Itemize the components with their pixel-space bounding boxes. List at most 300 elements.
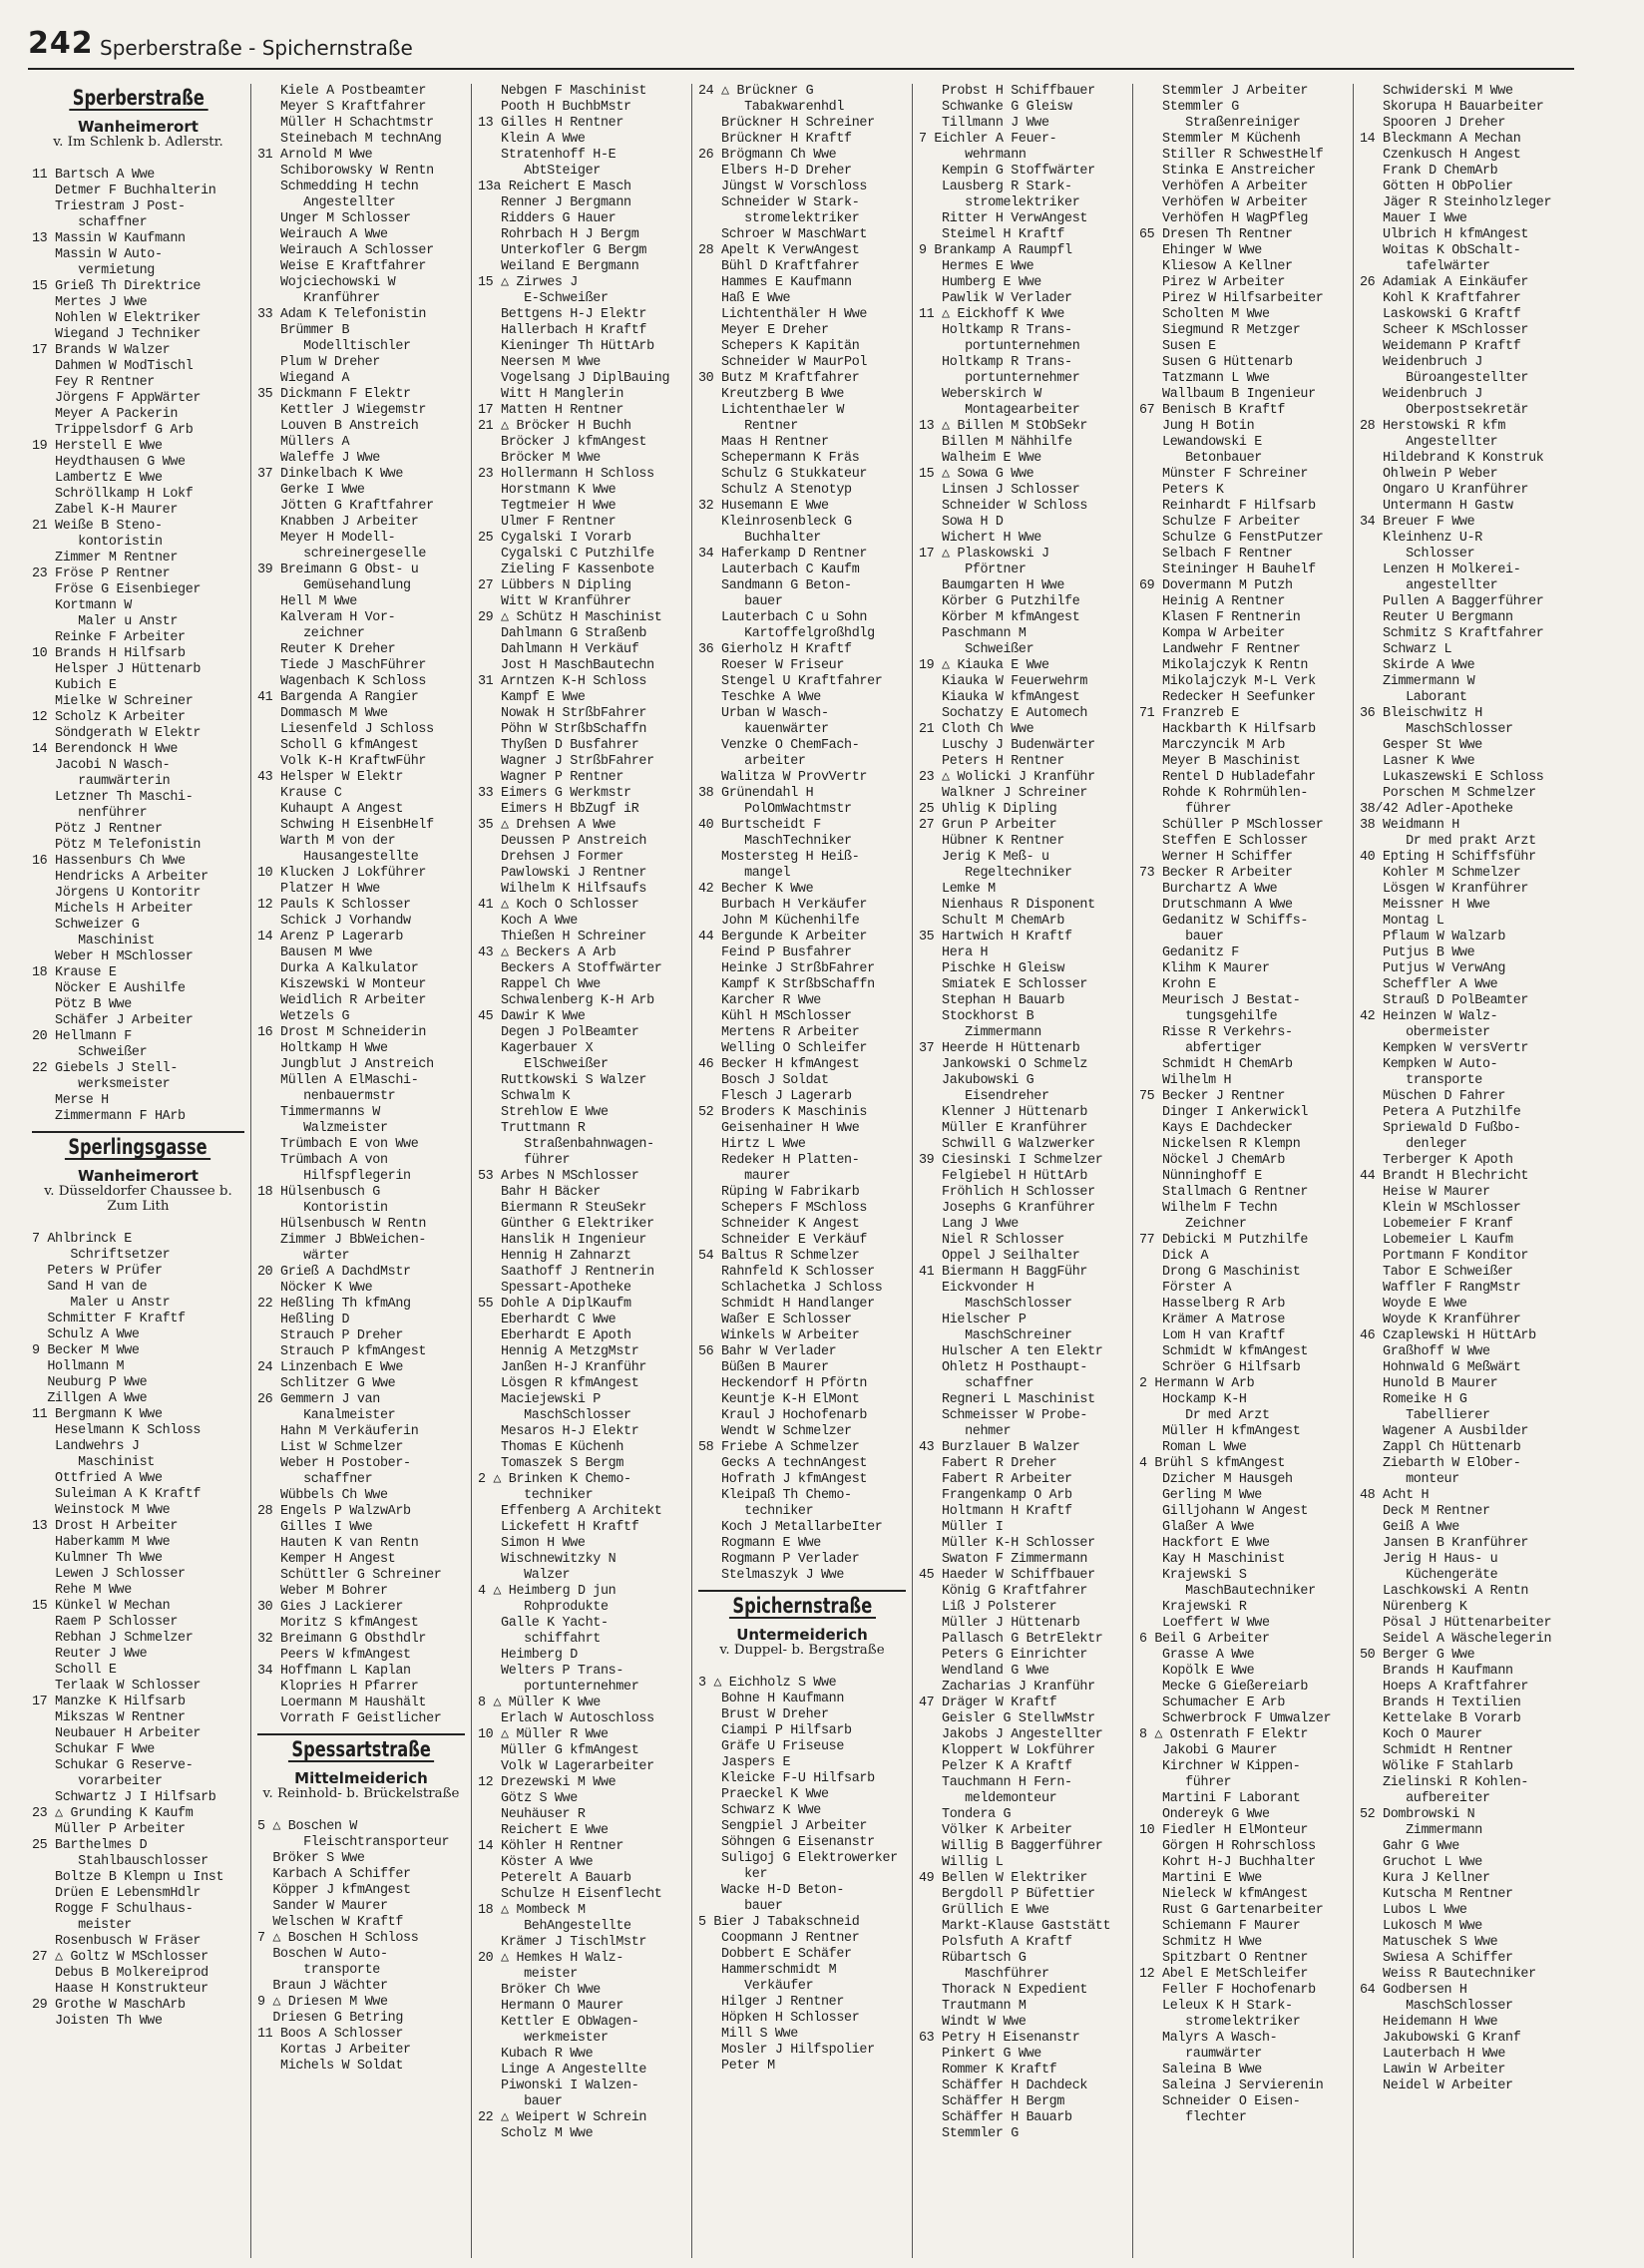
resident-entry: MaschSchlosser: [1360, 1999, 1513, 2014]
resident-entry: Moritz S kfmAngest: [257, 1616, 419, 1631]
resident-entry: Karcher R Wwe: [698, 993, 821, 1008]
resident-entry: Hilfspflegerin: [257, 1169, 411, 1184]
resident-entry: Drüen E LebensmHdlr: [32, 1886, 202, 1901]
resident-entry: Czenkusch H Angest: [1360, 148, 1521, 163]
resident-entry: Müllen A ElMaschi-: [257, 1073, 419, 1088]
resident-entry: Rahnfeld K Schlosser: [698, 1265, 875, 1280]
resident-entry: Piwonski I Walzen-: [478, 2079, 639, 2093]
resident-entry: Lichtenthaeler W: [698, 403, 845, 418]
resident-entry: 48 Acht H: [1360, 1488, 1430, 1503]
resident-entry: mangel: [698, 866, 791, 881]
resident-entry: Saleina J Servierenin: [1139, 2079, 1324, 2093]
resident-entry: Debus B Molkereiprod: [32, 1966, 208, 1981]
resident-entry: Kohl K Kraftfahrer: [1360, 291, 1521, 306]
resident-entry: Hackbarth K Hilfsarb: [1139, 722, 1316, 737]
resident-entry: 38 Grünendahl H: [698, 786, 814, 801]
resident-entry: Weiss R Bautechniker: [1360, 1967, 1536, 1982]
resident-entry: Lauterbach C Kaufm: [698, 563, 860, 577]
resident-entry: Mostersteg H Heiß-: [698, 850, 860, 865]
resident-entry: Boschen W Auto-: [257, 1947, 388, 1962]
resident-entry: Pischke H Gleisw: [919, 961, 1065, 976]
resident-entry: kontoristin: [32, 535, 163, 550]
resident-entry: Wagner J StrßbFahrer: [478, 754, 654, 769]
resident-entry: Schlosser: [1360, 547, 1475, 562]
resident-entry: Montagearbeiter: [919, 403, 1080, 418]
resident-entry: Köster A Wwe: [478, 1855, 594, 1870]
resident-entry: 26 Brögmann Ch Wwe: [698, 148, 837, 163]
resident-entry: Untermann H Gastw: [1360, 499, 1513, 514]
resident-entry: Graßhoff W Wwe: [1360, 1344, 1490, 1359]
resident-entry: Regneri L Maschinist: [919, 1392, 1095, 1407]
resident-entry: 42 Heinzen W Walz-: [1360, 1009, 1498, 1024]
resident-entry: Bröker S Wwe: [257, 1851, 365, 1866]
resident-entry: Suleiman A K Kraftf: [32, 1487, 202, 1502]
resident-entry: Sengpiel J Arbeiter: [698, 1819, 868, 1834]
resident-entry: Winkels W Arbeiter: [698, 1328, 860, 1343]
resident-entry: Feind P Busfahrer: [698, 945, 852, 960]
street-range: v. Düsseldorfer Chaussee b. Zum Lith: [44, 1184, 232, 1214]
resident-entry: Schwing H EisenbHelf: [257, 818, 434, 833]
resident-entry: Söhngen G Eisenanstr: [698, 1835, 875, 1850]
resident-entry: Kleipaß Th Chemo-: [698, 1488, 852, 1503]
resident-entry: Jacobi N Wasch-: [32, 758, 171, 773]
resident-entry: Walheim E Wwe: [919, 451, 1041, 466]
resident-entry: Bettgens H-J Elektr: [478, 307, 647, 322]
resident-entry: Spessart-Apotheke: [478, 1281, 631, 1296]
resident-entry: Boltze B Klempn u Inst: [32, 1870, 224, 1885]
resident-entry: 36 Gierholz H Kraftf: [698, 642, 852, 657]
resident-entry: Durka A Kalkulator: [257, 961, 419, 976]
resident-entry: Schmitter F Kraftf: [32, 1312, 186, 1326]
resident-entry: Koch A Wwe: [478, 914, 578, 929]
resident-entry: Scholl G kfmAngest: [257, 738, 419, 753]
resident-entry: Dommasch M Wwe: [257, 706, 388, 721]
resident-entry: Willig L: [919, 1855, 1004, 1870]
resident-entry: Haß E Wwe: [698, 291, 791, 306]
resident-entry: Kieninger Th HüttArb: [478, 339, 654, 354]
resident-entry: Tabellierer: [1360, 1408, 1490, 1423]
resident-entry: techniker: [478, 1488, 594, 1503]
resident-entry: Mertes J Wwe: [32, 295, 148, 310]
resident-entry: 23 Hollermann H Schloss: [478, 467, 654, 482]
resident-entry: Kays E Dachdecker: [1139, 1121, 1293, 1136]
resident-entry: Brückner H Kraftf: [698, 132, 852, 147]
resident-entry: Karbach A Schiffer: [257, 1867, 411, 1882]
resident-entry: Pelzer K A Kraftf: [919, 1759, 1072, 1774]
resident-entry: Schiborowsky W Rentn: [257, 164, 434, 179]
resident-entry: Kompa W Arbeiter: [1139, 626, 1286, 641]
resident-entry: Drehsen J Former: [478, 850, 624, 865]
district-name: Untermeiderich: [736, 1626, 868, 1644]
resident-entry: Lang J Wwe: [919, 1217, 1019, 1232]
resident-entry: Zacharias J Kranführ: [919, 1680, 1095, 1695]
resident-entry: Hübner K Rentner: [919, 834, 1065, 849]
resident-entry: Körber G Putzhilfe: [919, 594, 1080, 609]
resident-entry: Sandmann G Beton-: [698, 578, 852, 593]
resident-entry: Linsen J Schlosser: [919, 483, 1080, 498]
resident-entry: John M Küchenhilfe: [698, 914, 860, 929]
resident-entry: Brands H Kaufmann: [1360, 1664, 1513, 1679]
resident-entry: 46 Czaplewski H HüttArb: [1360, 1328, 1536, 1343]
resident-entry: Massin W Auto-: [32, 247, 163, 262]
resident-entry: Schiemann F Maurer: [1139, 1919, 1301, 1934]
resident-entry: Beckers A Stoffwärter: [478, 961, 662, 976]
resident-entry: Jankowski O Schmelz: [919, 1057, 1088, 1072]
resident-entry: Holtkamp R Trans-: [919, 355, 1072, 370]
resident-entry: portunternehmen: [919, 339, 1080, 354]
resident-entry: Schulze H Eisenflecht: [478, 1887, 662, 1902]
resident-entry: Mikolajczyk K Rentn: [1139, 658, 1309, 673]
resident-entry: 33 Adam K Telefonistin: [257, 307, 427, 322]
resident-entry: Porschen M Schmelzer: [1360, 786, 1536, 801]
resident-entry: Schukar F Wwe: [32, 1742, 155, 1757]
resident-entry: Ondereyk G Wwe: [1139, 1807, 1270, 1822]
resident-entry: Weberskirch W: [919, 387, 1041, 402]
resident-entry: 20 Grieß A DachdMstr: [257, 1265, 411, 1280]
resident-entry: MaschSchlosser: [919, 1297, 1072, 1312]
resident-entry: Frank D ChemArb: [1360, 164, 1498, 179]
resident-entry: Kagerbauer X: [478, 1041, 594, 1056]
resident-entry: Witt W Kranführer: [478, 594, 631, 609]
resident-entry: 73 Becker R Arbeiter: [1139, 866, 1293, 881]
resident-entry: 75 Becker J Rentner: [1139, 1089, 1286, 1104]
resident-entry: Fabert R Arbeiter: [919, 1472, 1072, 1487]
resident-entry: Spriewald D Fußbo-: [1360, 1121, 1521, 1136]
resident-entry: Rohde K Rohrmühlen-: [1139, 786, 1309, 801]
resident-entry: Weiland E Bergmann: [478, 259, 639, 274]
resident-entry: schaffner: [32, 215, 148, 230]
resident-entry: Dick A: [1139, 1249, 1209, 1264]
resident-entry: Spitzbart O Rentner: [1139, 1951, 1309, 1966]
resident-entry: Kay H Maschinist: [1139, 1552, 1286, 1567]
resident-entry: Helsper J Hüttenarb: [32, 662, 202, 677]
resident-entry: Martini F Laborant: [1139, 1791, 1301, 1806]
resident-entry: Kettler E ObWagen-: [478, 2015, 639, 2030]
resident-entry: Kubich E: [32, 678, 117, 693]
resident-entry: Heinke J StrßbFahrer: [698, 961, 875, 976]
resident-entry: Kempin G Stoffwärter: [919, 164, 1095, 179]
resident-entry: Terlaak W Schlosser: [32, 1679, 202, 1694]
resident-entry: Renner J Bergmann: [478, 195, 631, 210]
resident-entry: 42 Becher K Wwe: [698, 882, 814, 897]
resident-entry: 14 Berendonck H Wwe: [32, 742, 179, 757]
resident-entry: 12 Abel E MetSchleifer: [1139, 1967, 1309, 1982]
resident-entry: Kanalmeister: [257, 1408, 396, 1423]
resident-entry: Pinkert G Wwe: [919, 2047, 1041, 2062]
resident-entry: 14 Köhler H Rentner: [478, 1839, 624, 1854]
resident-entry: raumwärter: [1139, 2047, 1262, 2062]
resident-entry: 28 Herstowski R kfm: [1360, 419, 1506, 434]
resident-entry: Hausangestellte: [257, 850, 419, 865]
resident-entry: Kempken W versVertr: [1360, 1041, 1529, 1056]
resident-entry: Kutscha M Rentner: [1360, 1887, 1513, 1902]
resident-entry: Paschmann M: [919, 626, 1027, 641]
resident-entry: Pullen A Baggerführer: [1360, 594, 1544, 609]
resident-entry: Nünninghoff E: [1139, 1169, 1262, 1184]
resident-entry: Regeltechniker: [919, 866, 1072, 881]
resident-entry: Schlitzer G Wwe: [257, 1376, 396, 1391]
resident-entry: Hollmann M: [32, 1359, 125, 1374]
resident-entry: kauenwärter: [698, 722, 829, 737]
resident-entry: 41 Bargenda A Rangier: [257, 690, 419, 705]
resident-entry: Biermann R SteuSekr: [478, 1201, 647, 1216]
resident-entry: Stengel U Kraftfahrer: [698, 674, 883, 689]
resident-entry: Gedanitz F: [1139, 945, 1239, 960]
resident-entry: Schneider W Schloss: [919, 499, 1088, 514]
resident-entry: Welling O Schleifer: [698, 1041, 868, 1056]
resident-entry: Glaßer A Wwe: [1139, 1520, 1255, 1535]
resident-entry: Steimel H Kraftf: [919, 227, 1065, 242]
resident-entry: 35 △ Drehsen A Wwe: [478, 818, 616, 833]
resident-entry: Müller P Arbeiter: [32, 1822, 186, 1837]
resident-entry: 23 △ Grunding K Kaufm: [32, 1806, 194, 1821]
resident-entry: Michels W Soldat: [257, 2059, 404, 2074]
resident-entry: Krause C: [257, 786, 342, 801]
resident-entry: 10 Klucken J Lokführer: [257, 866, 427, 881]
resident-entry: 12 Pauls K Schlosser: [257, 898, 411, 913]
resident-entry: Heinig A Rentner: [1139, 594, 1286, 609]
resident-entry: 12 Drezewski M Wwe: [478, 1775, 616, 1790]
resident-entry: Matuschek S Wwe: [1360, 1935, 1498, 1950]
resident-entry: Brümmer B: [257, 323, 350, 338]
resident-entry: Lauterbach H Wwe: [1360, 2047, 1506, 2062]
resident-entry: 45 Haeder W Schiffbauer: [919, 1568, 1095, 1583]
page-header: [28, 22, 1574, 68]
resident-entry: Pawlik W Verlader: [919, 291, 1072, 306]
resident-entry: Schäffer H Bergm: [919, 2094, 1065, 2109]
resident-entry: Hanslik H Ingenieur: [478, 1233, 647, 1248]
resident-entry: Zieling F Kassenbote: [478, 563, 654, 577]
resident-entry: Fabert R Dreher: [919, 1456, 1057, 1471]
resident-entry: Triestram J Post-: [32, 199, 186, 214]
resident-entry: Brands H Textilien: [1360, 1696, 1521, 1710]
resident-entry: Zabel K-H Maurer: [32, 503, 179, 518]
resident-entry: 22 Giebels J Stell-: [32, 1061, 179, 1076]
resident-entry: Windt W Wwe: [919, 2015, 1027, 2030]
resident-entry: Montag L: [1360, 914, 1444, 929]
resident-entry: Mikszas W Rentner: [32, 1710, 186, 1725]
resident-entry: Ruttkowski S Walzer: [478, 1073, 647, 1088]
street-range: v. Im Schlenk b. Adlerstr.: [53, 135, 223, 150]
resident-entry: Hackfort E Wwe: [1139, 1536, 1270, 1551]
resident-entry: Stemmler G: [919, 2126, 1019, 2141]
resident-entry: Neidel W Arbeiter: [1360, 2079, 1513, 2093]
resident-entry: Jerig K Meß- u: [919, 850, 1049, 865]
resident-entry: Meurisch J Bestat-: [1139, 993, 1301, 1008]
resident-entry: Liß J Polsterer: [919, 1600, 1057, 1615]
resident-entry: Schlachetka J Schloss: [698, 1281, 883, 1296]
resident-entry: 10 Fiedler H ElMonteur: [1139, 1823, 1309, 1838]
resident-entry: Schäffer H Bauarb: [919, 2110, 1072, 2125]
resident-entry: Eberhardt E Apoth: [478, 1328, 631, 1343]
resident-entry: Koch J MetallarbeIter: [698, 1520, 883, 1535]
resident-entry: Schwarz K Wwe: [698, 1803, 821, 1818]
resident-entry: Walzmeister: [257, 1121, 388, 1136]
column-7: [1353, 84, 1573, 2258]
resident-entry: Götten H ObPolier: [1360, 180, 1513, 194]
resident-entry: Niel R Schlosser: [919, 1233, 1065, 1248]
resident-entry: Lickefett H Kraftf: [478, 1520, 639, 1535]
resident-entry: Bohne H Kaufmann: [698, 1692, 845, 1706]
resident-entry: Dobbert E Schäfer: [698, 1947, 852, 1962]
resident-entry: Jakobi G Maurer: [1139, 1743, 1278, 1758]
resident-entry: Urban W Wasch-: [698, 706, 829, 721]
resident-entry: Lausberg R Stark-: [919, 180, 1072, 194]
resident-entry: Strehlow E Wwe: [478, 1105, 609, 1120]
resident-entry: Liesenfeld J Schloss: [257, 722, 434, 737]
resident-entry: nenführer: [32, 806, 148, 821]
resident-entry: Seidel A Wäschelegerin: [1360, 1632, 1552, 1647]
resident-entry: Burbach H Verkäufer: [698, 898, 868, 913]
resident-entry: Klenner J Hüttenarb: [919, 1105, 1088, 1120]
column-4: [691, 84, 912, 2258]
resident-entry: Pawlowski J Rentner: [478, 866, 647, 881]
resident-entry: 26 Gemmern J van: [257, 1392, 380, 1407]
resident-entry: Klein W MSchlosser: [1360, 1201, 1521, 1216]
resident-entry: Markt-Klause Gaststätt: [919, 1919, 1111, 1934]
resident-entry: Peers W kfmAngest: [257, 1648, 411, 1663]
resident-entry: Meyer B Maschinist: [1139, 754, 1301, 769]
resident-entry: Rosenbusch W Fräser: [32, 1934, 202, 1949]
resident-entry: 63 Petry H Eisenanstr: [919, 2031, 1080, 2046]
resident-entry: 22 Heßling Th kfmAng: [257, 1297, 411, 1312]
resident-entry: Kleinhenz U-R: [1360, 531, 1482, 546]
resident-entry: 14 Arenz P Lagerarb: [257, 930, 404, 945]
resident-entry: Schult M ChemArb: [919, 914, 1065, 929]
resident-entry: Jörgens F AppWärter: [32, 391, 202, 406]
resident-entry: Jungblut J Anstreich: [257, 1057, 434, 1072]
resident-entry: 64 Godbersen H: [1360, 1983, 1467, 1998]
resident-entry: Kiele A Postbeamter: [257, 84, 427, 99]
resident-entry: Stallmach G Rentner: [1139, 1185, 1309, 1200]
resident-entry: Schwartz J I Hilfsarb: [32, 1790, 216, 1805]
resident-entry: Stahlbauschlosser: [32, 1854, 208, 1869]
resident-entry: Leleux K H Stark-: [1139, 1999, 1293, 2014]
resident-entry: 55 Dohle A DiplKaufm: [478, 1297, 631, 1312]
resident-entry: führer: [1139, 1775, 1232, 1790]
resident-entry: 9 Becker M Wwe: [32, 1343, 140, 1358]
resident-entry: 26 Adamiak A Einkäufer: [1360, 275, 1529, 290]
resident-entry: 25 Uhlig K Dipling: [919, 802, 1057, 817]
resident-entry: Wilhelm K Hilfsaufs: [478, 882, 647, 897]
resident-entry: 27 Grun P Arbeiter: [919, 818, 1057, 833]
resident-entry: Neersen M Wwe: [478, 355, 601, 370]
resident-entry: Weidenbruch J: [1360, 387, 1482, 402]
resident-entry: transporte: [257, 1963, 380, 1978]
resident-entry: Kirchner W Kippen-: [1139, 1759, 1301, 1774]
resident-entry: Verhöfen W Arbeiter: [1139, 195, 1309, 210]
resident-entry: 22 △ Weipert W Schrein: [478, 2110, 647, 2125]
resident-entry: Koch O Maurer: [1360, 1727, 1482, 1742]
resident-entry: Ulbrich H kfmAngest: [1360, 227, 1529, 242]
resident-entry: 27 △ Goltz W MSchlosser: [32, 1950, 208, 1965]
resident-entry: Straßenreiniger: [1139, 116, 1301, 131]
resident-entry: Kemper H Angest: [257, 1552, 396, 1567]
resident-entry: 14 Bleckmann A Mechan: [1360, 132, 1521, 147]
resident-entry: Gerling M Wwe: [1139, 1488, 1262, 1503]
resident-entry: Haase H Konstrukteur: [32, 1982, 208, 1997]
resident-entry: Wendt W Schmelzer: [698, 1424, 852, 1439]
resident-entry: Oberpostsekretär: [1360, 403, 1529, 418]
resident-entry: 13 △ Billen M StObSekr: [919, 419, 1088, 434]
resident-entry: 43 Burzlauer B Walzer: [919, 1440, 1080, 1455]
resident-entry: 49 Bellen W Elektriker: [919, 1871, 1088, 1886]
resident-entry: Reinke F Arbeiter: [32, 630, 186, 645]
resident-entry: 52 Broders K Maschinis: [698, 1105, 868, 1120]
resident-entry: 12 Scholz K Arbeiter: [32, 710, 186, 725]
resident-entry: Reuter J Wwe: [32, 1647, 148, 1662]
resident-entry: Reuter U Bergmann: [1360, 610, 1513, 625]
resident-entry: Ohlwein P Weber: [1360, 467, 1498, 482]
resident-entry: tafelwärter: [1360, 259, 1490, 274]
resident-entry: Knabben J Arbeiter: [257, 515, 419, 530]
resident-entry: 16 Hassenburs Ch Wwe: [32, 854, 186, 869]
resident-entry: Kubach R Wwe: [478, 2047, 594, 2062]
resident-entry: Portmann F Konditor: [1360, 1249, 1529, 1264]
resident-entry: Welschen W Kraftf: [257, 1915, 404, 1930]
resident-entry: Stephan H Bauarb: [919, 993, 1065, 1008]
resident-entry: Fröhlich H Schlosser: [919, 1185, 1095, 1200]
resident-entry: Linge A Angestellte: [478, 2063, 647, 2078]
resident-entry: 53 Arbes N MSchlosser: [478, 1169, 639, 1184]
resident-entry: Letzner Th Maschi-: [32, 790, 194, 805]
column-2: [250, 84, 471, 2258]
resident-entry: Wiegand J Techniker: [32, 327, 202, 342]
resident-entry: Putjus B Wwe: [1360, 945, 1475, 960]
resident-entry: Luschy J Budenwärter: [919, 738, 1095, 753]
resident-entry: Angestellter: [1360, 435, 1498, 450]
resident-entry: 13a Reichert E Masch: [478, 180, 631, 194]
resident-entry: Schäffer H Dachdeck: [919, 2079, 1088, 2093]
resident-entry: 4 Brühl S kfmAngest: [1139, 1456, 1286, 1471]
resident-entry: 18 Hülsenbusch G: [257, 1185, 380, 1200]
resident-entry: Klasen F Rentnerin: [1139, 610, 1301, 625]
resident-entry: Kampf E Wwe: [478, 690, 586, 705]
resident-entry: stromelektriker: [1139, 2015, 1301, 2030]
resident-entry: Geiß A Wwe: [1360, 1520, 1459, 1535]
resident-entry: Waleffe J Wwe: [257, 451, 380, 466]
resident-entry: Pötz M Telefonistin: [32, 838, 202, 853]
resident-entry: Pötz B Wwe: [32, 997, 132, 1012]
resident-entry: Walitza W ProvVertr: [698, 770, 868, 785]
resident-entry: Smiatek E Schlosser: [919, 977, 1088, 992]
resident-entry: Tillmann J Wwe: [919, 116, 1049, 131]
resident-entry: 4 △ Heimberg D jun: [478, 1584, 616, 1599]
resident-entry: Weidemann P Kraftf: [1360, 339, 1521, 354]
resident-entry: Schick J Vorhandw: [257, 914, 411, 929]
resident-entry: Maschinist: [32, 934, 155, 948]
resident-entry: Deck M Rentner: [1360, 1504, 1490, 1519]
resident-entry: Haberkamm M Wwe: [32, 1535, 171, 1550]
resident-entry: Trümbach A von: [257, 1153, 388, 1168]
resident-entry: 3 △ Eichholz S Wwe: [698, 1676, 837, 1691]
resident-entry: portunternehmer: [478, 1680, 639, 1695]
resident-entry: Ciampi P Hilfsarb: [698, 1723, 852, 1738]
resident-entry: Rust G Gartenarbeiter: [1139, 1903, 1324, 1918]
resident-entry: Burchartz A Wwe: [1139, 882, 1278, 897]
resident-entry: Höpken H Schlosser: [698, 2011, 860, 2026]
resident-entry: Schmedding H techn: [257, 180, 419, 194]
resident-entry: MaschSchreiner: [919, 1328, 1072, 1343]
resident-entry: Pirez W Hilfsarbeiter: [1139, 291, 1324, 306]
resident-entry: 44 Bergunde K Arbeiter: [698, 930, 868, 945]
resident-entry: Heimberg D: [478, 1648, 578, 1663]
resident-entry: 25 Cygalski I Vorarb: [478, 531, 631, 546]
resident-entry: Waßer E Schlosser: [698, 1313, 852, 1327]
resident-entry: 69 Dovermann M Putzh: [1139, 578, 1293, 593]
resident-entry: 38 Weidmann H: [1360, 818, 1459, 833]
resident-entry: Schwarz L: [1360, 642, 1452, 657]
